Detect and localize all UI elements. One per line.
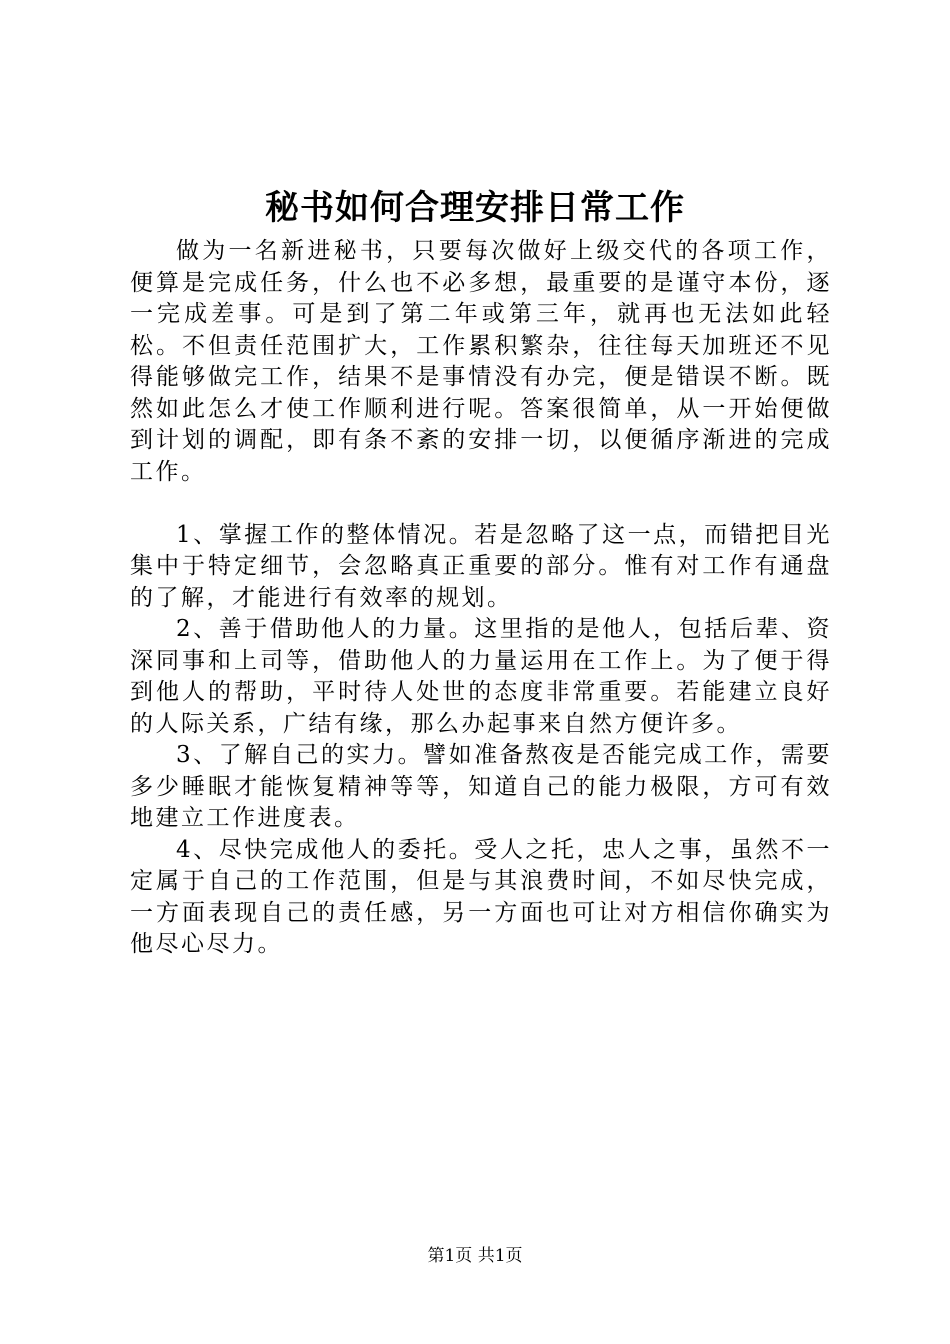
- page-footer: [0, 1244, 950, 1268]
- point-paragraph-1: 1、掌握工作的整体情况。若是忽略了这一点，而错把目光集中于特定细节，会忽略真正重要的部分。惟有对工作有通盘的了解，才能进行有效率的规划。: [130, 521, 832, 611]
- page-number: 第1页: [427, 1246, 473, 1266]
- point-paragraph-4: 4、尽快完成他人的委托。受人之托，忠人之事，虽然不一定属于自己的工作范围，但是与其浪费时间，不如尽快完成，一方面表现自己的责任感，另一方面也可让对方相信你确实为他尽心尽力。: [130, 836, 832, 957]
- page-total: 共1页: [477, 1246, 523, 1266]
- point-paragraph-3: 3、了解自己的实力。譬如准备熬夜是否能完成工作，需要多少睡眠才能恢复精神等等，知道自己的能力极限，方可有效地建立工作进度表。: [130, 742, 832, 831]
- point-paragraph-2: 2、善于借助他人的力量。这里指的是他人，包括后辈、资深同事和上司等，借助他人的力量运用在工作上。为了便于得到他人的帮助，平时待人处世的态度非常重要。若能建立良好的人际关系，广结有缘，那么办起事来自然方便许多。: [130, 616, 832, 737]
- document-title: 秘书如何合理安排日常工作: [265, 188, 685, 228]
- document-body: [130, 236, 832, 961]
- intro-paragraph: 做为一名新进秘书，只要每次做好上级交代的各项工作，便算是完成任务，什么也不必多想，最重要的是谨守本份，逐一完成差事。可是到了第二年或第三年，就再也无法如此轻松。不但责任范围扩大，工作累积繁杂，往往每天加班还不见得能够做完工作，结果不是事情没有办完，便是错误不断。既然如此怎么才使工作顺利进行呢。答案很简单，从一开始便做到计划的调配，即有条不紊的安排一切，以便循序渐进的完成工作。: [130, 238, 832, 485]
